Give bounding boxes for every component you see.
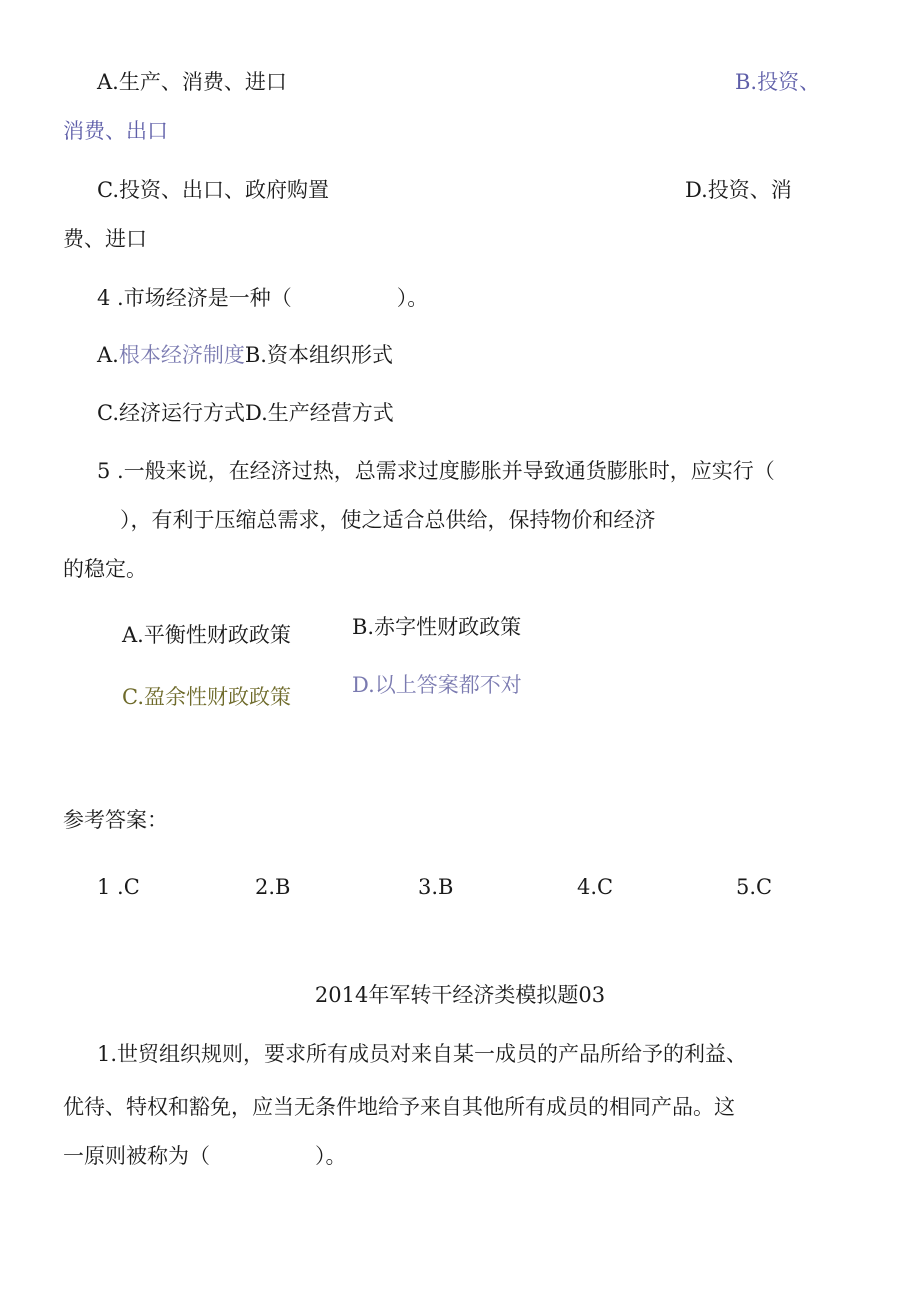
q3-option-b: B.投资、: [735, 70, 821, 94]
q3-option-d-continued: 费、进口: [63, 227, 147, 251]
next-q1-line1: 1.世贸组织规则，要求所有成员对来自某一成员的产品所给予的利益、: [97, 1042, 748, 1066]
q5-stem-line1: 5 .一般来说，在经济过热，总需求过度膨胀并导致通货膨胀时，应实行（: [97, 459, 775, 483]
q4-option-a-prefix: A.: [97, 343, 119, 367]
q5-option-b: B.赤字性财政政策: [352, 615, 522, 639]
next-q1-line2: 优待、特权和豁免，应当无条件地给予来自其他所有成员的相同产品。这: [63, 1095, 735, 1119]
answers-heading: 参考答案：: [63, 808, 168, 832]
q5-option-d: D.以上答案都不对: [352, 673, 522, 697]
q3-option-a: A.生产、消费、进口: [97, 70, 287, 94]
q4-stem: 4 .市场经济是一种（ ）。: [97, 286, 429, 310]
q4-option-a: 根本经济制度: [118, 343, 245, 367]
q3-option-b-continued: 消费、出口: [63, 119, 168, 143]
q4-option-ab: [97, 345, 393, 366]
answer-item: 4.C: [577, 875, 614, 899]
q5-option-c: C.盈余性财政政策: [122, 685, 291, 709]
section-title: 2014年军转干经济类模拟题03: [314, 983, 606, 1007]
answer-item: 5.C: [736, 875, 773, 899]
next-q1-line3: 一原则被称为（ ）。: [63, 1144, 347, 1168]
q3-option-c: C.投资、出口、政府购置: [97, 178, 329, 202]
q5-stem-line2: ），有利于压缩总需求，使之适合总供给，保持物价和经济: [120, 508, 656, 532]
q5-stem-line3: 的稳定。: [63, 557, 147, 581]
q4-option-b: B.资本组织形式: [244, 343, 393, 367]
q5-option-a: A.平衡性财政政策: [122, 623, 291, 647]
answer-item: 1 .C: [97, 875, 140, 899]
q3-option-d: D.投资、消: [685, 178, 792, 202]
answer-item: 2.B: [255, 875, 291, 899]
q4-option-cd: C.经济运行方式D.生产经营方式: [97, 401, 394, 425]
answer-item: 3.B: [418, 875, 454, 899]
